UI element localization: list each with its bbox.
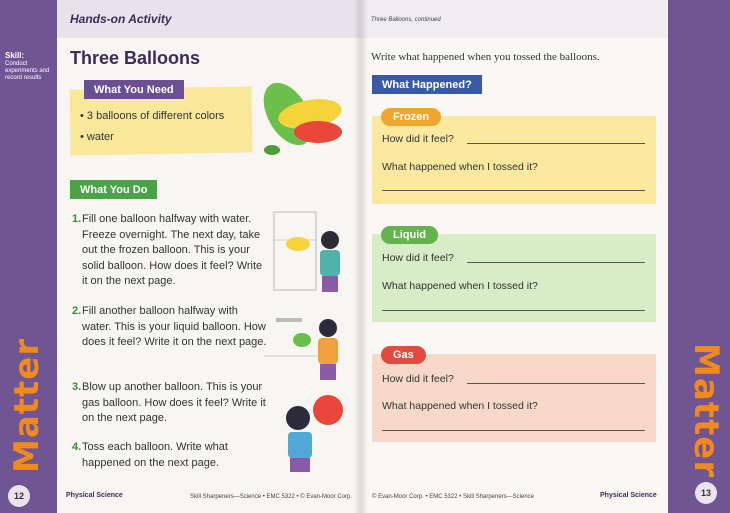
gas-label: Gas [381,346,426,364]
skill-note [5,52,55,82]
header-continued: Three Balloons, continued [371,17,441,23]
answer-line[interactable] [382,310,645,311]
page-gutter [354,0,368,513]
frozen-box [372,111,656,204]
footer-right-subject: Physical Science [600,492,657,499]
answer-line[interactable] [467,262,645,263]
gas-box [372,349,656,442]
header-hands-on: Hands-on Activity [70,12,172,26]
side-word-right: Matter [686,343,726,479]
feel-question: How did it feel? [382,133,454,145]
frozen-label: Frozen [381,108,441,126]
book-spread: Skill: Conduct experiments and record results Matter Matter 12 13 Hands-on Activity Three Balloons, continued Three Balloons What You Need • 3 balloons of different colors • water What You Do 1. Fill one balloon halfway with water. Freeze overnight. The next day, take out the frozen balloon. This is your solid balloon. How does it feel? Write it on the next page. 2. Fill another balloon halfway with water. This is your liquid balloon. How does it feel? Write it on the next page. 3. Blow up another balloon. This is your gas balloon. How does it feel? Write it on the next page. 4. Toss each balloon. Write what happened on the next page. Physical Science Skill Sharpeners—Science • EMC 5322 • © Evan-Moor Corp. Write what happened when you tossed the balloons. What Happened? Frozen How did it feel? What happened when I tossed it? Liquid How did it feel? What happened when I tossed it? Gas How did it feel? What happened when I tossed it? © Evan-Moor Corp. • EMC 5322 • Skill Sharpeners—Science Physical Science [0,0,730,513]
gas-girl-illustration [276,390,351,475]
toss-question: What happened when I tossed it? [382,280,538,292]
freezer-girl-illustration [272,210,352,295]
what-happened-heading: What Happened? [372,75,482,94]
footer-left-subject: Physical Science [66,492,123,499]
what-you-need-heading: What You Need [84,80,184,99]
toss-question: What happened when I tossed it? [382,400,538,412]
need-item: • water [80,131,114,143]
answer-line[interactable] [467,143,645,144]
what-you-do-heading: What You Do [70,180,157,199]
page-number-right: 13 [695,482,717,504]
page-title: Three Balloons [70,48,201,68]
need-list [80,106,224,148]
faucet-girl-illustration [262,306,352,384]
answer-line[interactable] [382,190,645,191]
footer-left-credit: Skill Sharpeners—Science • EMC 5322 • © Evan-Moor Corp. [190,494,353,500]
skill-text: Conduct experiments and record results [5,61,50,81]
answer-line[interactable] [467,383,645,384]
instruction-prompt: Write what happened when you tossed the balloons. [371,51,600,63]
answer-line[interactable] [382,430,645,431]
toss-question: What happened when I tossed it? [382,161,538,173]
balloons-illustration [250,76,345,166]
side-word-left: Matter [7,337,47,473]
liquid-label: Liquid [381,226,438,244]
feel-question: How did it feel? [382,373,454,385]
footer-right-credit: © Evan-Moor Corp. • EMC 5322 • Skill Sharpeners—Science [372,494,535,500]
need-item: • 3 balloons of different colors [80,110,225,122]
feel-question: How did it feel? [382,252,454,264]
skill-label: Skill: [5,51,25,60]
liquid-box [372,229,656,322]
page-number-left: 12 [8,485,30,507]
